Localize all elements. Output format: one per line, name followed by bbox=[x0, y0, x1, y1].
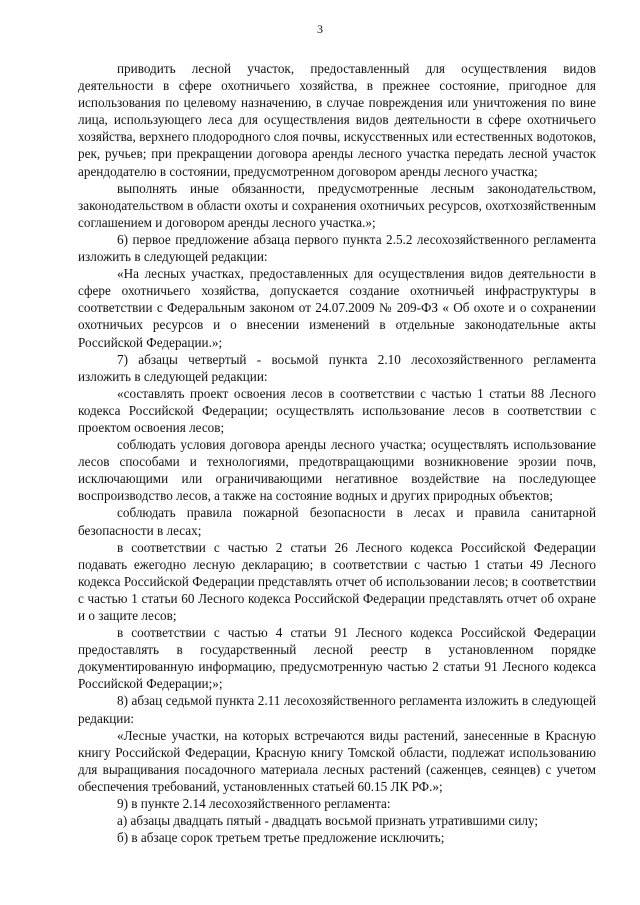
paragraph: в соответствии с частью 2 статьи 26 Лесного кодекса Российской Федерации подавать ежегодно лесную декларацию; в соответствии с частью 1 статьи 49 Лесного кодекса Российской Федерации представлять отчет об использовании лесов; в соответствии с частью 1 статьи 60 Лесного кодекса Российской Федерации представлять отчет об охране и о защите лесов; bbox=[78, 539, 596, 623]
paragraph: а) абзацы двадцать пятый - двадцать восьмой признать утратившими силу; bbox=[117, 813, 539, 829]
paragraph: в соответствии с частью 4 статьи 91 Лесного кодекса Российской Федерации предоставлять в государственный лесной реестр в установленном порядке документированную информацию, предусмотренную частью 2 статьи 91 Лесного кодекса Российской Федерации;»; bbox=[78, 625, 596, 692]
paragraph: соблюдать правила пожарной безопасности в лесах и правила санитарной безопасности в лесах; bbox=[78, 505, 596, 538]
paragraph: «составлять проект освоения лесов в соответствии с частью 1 статьи 88 Лесного кодекса Российской Федерации; осуществлять использование лесов в соответствии с проектом освоения лесов; bbox=[78, 385, 596, 435]
document-body bbox=[78, 60, 596, 846]
paragraph: «На лесных участках, предоставленных для осуществления видов деятельности в сфере охотничьего хозяйства, допускается создание охотничьей инфраструктуры в соответствии с Федеральным законом от 24.07.2009 № 209-ФЗ « Об охоте и о сохранении охотничьих ресурсов и о внесении изменений в отдельные законодательные акты Российской Федерации.»; bbox=[78, 266, 596, 350]
paragraph: выполнять иные обязанности, предусмотренные лесным законодательством, законодательством в области охоты и сохранения охотничьих ресурсов, охотхозяйственным соглашением и договором аренды лесного участка.»; bbox=[78, 180, 596, 230]
paragraph: приводить лесной участок, предоставленный для осуществления видов деятельности в сфере охотничьего хозяйства, в прежнее состояние, пригодное для использования по целевому назначению, в случае повреждения или уничтожения по вине лица, использующего леса для осуществления видов деятельности в сфере охотничьего хозяйства, верхнего плодородного слоя почвы, искусственных или естественных водотоков, рек, ручьев; при прекращении договора аренды лесного участка передать лесной участок арендодателю в состоянии, предусмотренном договором аренды лесного участка; bbox=[78, 61, 596, 179]
page-number: 3 bbox=[317, 22, 323, 36]
paragraph: 8) абзац седьмой пункта 2.11 лесохозяйственного регламента изложить в следующей редакции: bbox=[78, 693, 596, 726]
paragraph: б) в абзаце сорок третьем третье предложение исключить; bbox=[117, 830, 445, 846]
paragraph: 6) первое предложение абзаца первого пункта 2.5.2 лесохозяйственного регламента изложить в следующей редакции: bbox=[78, 231, 596, 265]
paragraph: «Лесные участки, на которых встречаются виды растений, занесенные в Красную книгу Российской Федерации, Красную книгу Томской области, подлежат использованию для выращивания посадочного материала лесных растений (саженцев, сеянцев) с учетом обеспечения требований, установленных статьей 60.15 ЛК РФ.»; bbox=[78, 727, 596, 794]
paragraph: соблюдать условия договора аренды лесного участка; осуществлять использование лесов способами и технологиями, предотвращающими возникновение эрозии почв, исключающими или ограничивающими негативное воздействие на последующее воспроизводство лесов, а также на состояние водных и других природных объектов; bbox=[78, 437, 596, 504]
paragraph: 9) в пункте 2.14 лесохозяйственного регламента: bbox=[117, 796, 391, 812]
paragraph: 7) абзацы четвертый - восьмой пункта 2.10 лесохозяйственного регламента изложить в следующей редакции: bbox=[78, 351, 596, 384]
